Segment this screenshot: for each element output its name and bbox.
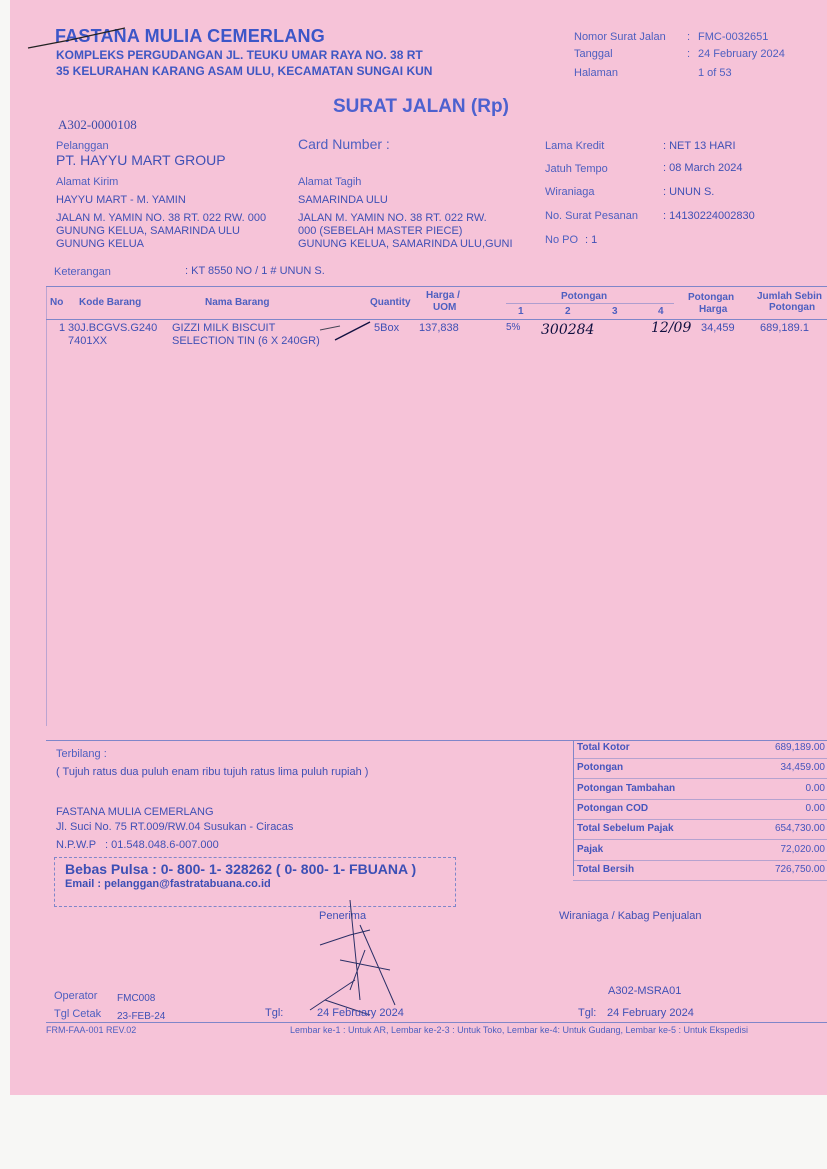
- halaman-label: Halaman: [574, 67, 619, 79]
- wiraniaga-signature-label: Wiraniaga / Kabag Penjualan: [559, 910, 702, 922]
- summary-row-rule: [573, 860, 827, 861]
- copy-distribution: Lembar ke-1 : Untuk AR, Lembar ke-2-3 : Untuk Toko, Lembar ke-4: Untuk Gudang, Lembar ke-5 : Untuk Ekspedisi: [290, 1025, 749, 1035]
- row-harga: 137,838: [419, 322, 459, 334]
- col-pot-4-header: 4: [658, 306, 664, 317]
- alamat-kirim-line-2: GUNUNG KELUA, SAMARINDA ULU: [56, 225, 240, 237]
- sales-code: A302-MSRA01: [608, 985, 682, 997]
- row-nama-line-2: SELECTION TIN (6 X 240GR): [172, 335, 320, 347]
- summary-label: Potongan: [577, 762, 624, 774]
- footer-bottom-rule: [46, 1022, 827, 1023]
- halaman-value: 1 of 53: [698, 67, 732, 79]
- summary-row-rule: [573, 778, 827, 779]
- col-harga-header-2: UOM: [433, 302, 457, 313]
- pelanggan-value: PT. HAYYU MART GROUP: [56, 152, 226, 168]
- summary-label: Total Bersih: [577, 863, 635, 875]
- col-pot-1-header: 1: [518, 306, 524, 317]
- alamat-tagih-label: Alamat Tagih: [298, 176, 362, 188]
- col-potongan-header: Potongan: [561, 291, 608, 302]
- tgl-label-penerima: Tgl:: [265, 1007, 284, 1019]
- tgl-label-wiraniaga: Tgl:: [578, 1007, 597, 1019]
- summary-value: 34,459.00: [780, 762, 825, 774]
- tanggal-label: Tanggal: [574, 48, 613, 60]
- delivery-note-sheet: [10, 0, 827, 1095]
- sender-address: Jl. Suci No. 75 RT.009/RW.04 Susukan - Ciracas: [56, 821, 294, 833]
- operator-label: Operator: [54, 990, 98, 1002]
- summary-value: 0.00: [805, 782, 825, 794]
- document-title: SURAT JALAN (Rp): [333, 96, 509, 117]
- row-pot-harga: 34,459: [701, 322, 735, 334]
- company-name: FASTANA MULIA CEMERLANG: [55, 26, 325, 46]
- company-address-line-1: KOMPLEKS PERGUDANGAN JL. TEUKU UMAR RAYA NO. 38 RT: [56, 48, 423, 62]
- summary-row-rule: [573, 758, 827, 759]
- alamat-kirim-label: Alamat Kirim: [56, 176, 119, 188]
- jatuh-tempo-value: : 08 March 2024: [663, 162, 743, 174]
- summary-value: 689,189.00: [774, 742, 825, 753]
- document-code: A302-0000108: [58, 117, 137, 132]
- keterangan-value: : KT 8550 NO / 1 # UNUN S.: [185, 265, 325, 277]
- nomor-surat-jalan-label: Nomor Surat Jalan: [574, 31, 666, 43]
- row-jumlah: 689,189.1: [760, 322, 809, 334]
- summary-label: Potongan COD: [577, 802, 649, 814]
- col-qty-header: Quantity: [370, 297, 411, 308]
- summary-value: 72,020.00: [780, 843, 825, 855]
- wiraniaga-label: Wiraniaga: [545, 186, 595, 198]
- toll-free-number: Bebas Pulsa : 0- 800- 1- 328262 ( 0- 800- 1- FBUANA ): [65, 861, 417, 877]
- surat-pesanan-label: No. Surat Pesanan: [545, 210, 638, 222]
- terbilang-value: ( Tujuh ratus dua puluh enam ribu tujuh ratus lima puluh rupiah ): [56, 766, 369, 778]
- npwp-label: N.P.W.P: [56, 839, 97, 851]
- nomor-surat-jalan-value: FMC-0032651: [698, 31, 769, 43]
- summary-label: Pajak: [577, 843, 604, 855]
- col-kode-header: Kode Barang: [79, 297, 142, 308]
- col-harga-header-1: Harga /: [426, 290, 460, 301]
- col-no-header: No: [50, 297, 64, 308]
- tgl-value-penerima: 24 February 2024: [317, 1007, 404, 1019]
- card-number-label: Card Number :: [298, 136, 390, 152]
- col-pot-2-header: 2: [565, 306, 571, 317]
- col-pot-3-header: 3: [612, 306, 618, 317]
- col-potharga-header-1: Potongan: [688, 292, 735, 303]
- alamat-tagih-name: SAMARINDA ULU: [298, 194, 388, 206]
- surat-pesanan-value: : 14130224002830: [663, 210, 755, 222]
- operator-value: FMC008: [117, 993, 156, 1004]
- penerima-label: Penerima: [319, 910, 367, 922]
- col-potharga-header-2: Harga: [699, 304, 728, 315]
- terbilang-label: Terbilang :: [56, 748, 107, 760]
- alamat-tagih-line-2: 000 (SEBELAH MASTER PIECE): [298, 225, 463, 237]
- npwp-value: : 01.548.048.6-007.000: [105, 839, 219, 851]
- row-no: 1: [59, 322, 66, 334]
- jatuh-tempo-label: Jatuh Tempo: [545, 163, 608, 175]
- lama-kredit-value: : NET 13 HARI: [663, 140, 736, 152]
- form-code: FRM-FAA-001 REV.02: [46, 1025, 137, 1035]
- row-kode-line-1: 30J.BCGVS.G240: [68, 322, 158, 334]
- summary-label: Potongan Tambahan: [577, 782, 676, 794]
- tgl-value-wiraniaga: 24 February 2024: [607, 1007, 694, 1019]
- tanggal-value: 24 February 2024: [698, 48, 785, 60]
- contact-email: Email : pelanggan@fastratabuana.co.id: [65, 878, 271, 890]
- wiraniaga-value: : UNUN S.: [663, 186, 715, 198]
- alamat-kirim-name: HAYYU MART - M. YAMIN: [56, 194, 186, 206]
- summary-value: 726,750.00: [774, 863, 825, 875]
- signature-scribble: [10, 0, 827, 1095]
- row-nama-line-1: GIZZI MILK BISCUIT: [172, 322, 276, 334]
- summary-row-rule: [573, 839, 827, 840]
- handwritten-note-1: 300284: [541, 322, 595, 338]
- pelanggan-label: Pelanggan: [56, 140, 109, 152]
- col-nama-header: Nama Barang: [205, 297, 270, 308]
- alamat-tagih-line-3: GUNUNG KELUA, SAMARINDA ULU,GUNI: [298, 238, 513, 250]
- summary-value: 0.00: [805, 802, 825, 814]
- alamat-kirim-line-3: GUNUNG KELUA: [56, 238, 145, 250]
- tgl-cetak-value: 23-FEB-24: [117, 1011, 166, 1022]
- alamat-tagih-line-1: JALAN M. YAMIN NO. 38 RT. 022 RW.: [298, 212, 487, 224]
- colon: :: [687, 48, 691, 60]
- tgl-cetak-label: Tgl Cetak: [54, 1008, 102, 1020]
- summary-value: 654,730.00: [774, 823, 825, 835]
- col-jumlah-header-2: Potongan: [769, 302, 816, 313]
- summary-label: Total Kotor: [577, 742, 630, 753]
- po-label: No PO: [545, 234, 579, 246]
- summary-row-rule: [573, 880, 827, 881]
- col-jumlah-header-1: Jumlah Sebin: [757, 291, 823, 302]
- alamat-kirim-line-1: JALAN M. YAMIN NO. 38 RT. 022 RW. 000: [56, 212, 267, 224]
- keterangan-label: Keterangan: [54, 266, 111, 278]
- po-value: : 1: [585, 234, 598, 246]
- sender-name: FASTANA MULIA CEMERLANG: [56, 806, 214, 818]
- company-address-line-2: 35 KELURAHAN KARANG ASAM ULU, KECAMATAN SUNGAI KUN: [56, 64, 433, 78]
- summary-row-rule: [573, 819, 827, 820]
- handwritten-note-2: 12/09: [651, 320, 692, 336]
- row-kode-line-2: 7401XX: [68, 335, 108, 347]
- row-pot-1: 5%: [506, 322, 521, 333]
- row-qty: 5Box: [374, 322, 400, 334]
- lama-kredit-label: Lama Kredit: [545, 140, 605, 152]
- colon: :: [687, 31, 691, 43]
- summary-row-rule: [573, 799, 827, 800]
- summary-label: Total Sebelum Pajak: [577, 823, 674, 835]
